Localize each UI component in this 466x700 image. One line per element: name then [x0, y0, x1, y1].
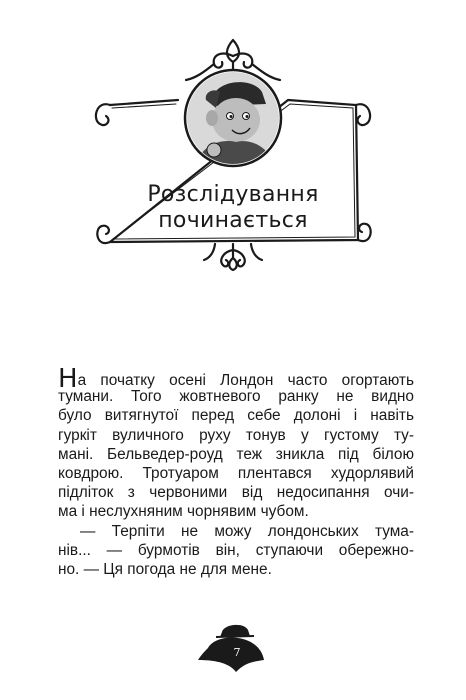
character-portrait [185, 70, 281, 166]
chapter-title-line2: починається [158, 208, 308, 233]
paragraph1-line: гуркіт вуличного руху тонув у густому ту- [58, 426, 414, 444]
page-number-badge [0, 620, 466, 700]
paragraph2-line: — Терпіти не можу лондонських тума- [80, 522, 414, 540]
paragraph1-line-text: а початку осені Лондон часто огортають [77, 372, 414, 389]
paragraph2-line: но. — Ця погода не для мене. [58, 560, 272, 578]
body-text [58, 364, 414, 579]
paragraph1-line: ковдрою. Тротуаром плентався худорлявий [58, 464, 414, 482]
chapter-frame [0, 0, 466, 290]
paragraph1-line: підліток з червоними від недосипання очи- [58, 484, 414, 502]
dropcap: Н [58, 364, 78, 394]
paragraph1-line: мані. Бельведер-роуд теж зникла під білою [58, 445, 414, 463]
paragraph1-line [58, 364, 414, 394]
page-number: 7 [233, 646, 241, 659]
paragraph1-line: ма і неслухняним чорнявим чубом. [58, 503, 309, 521]
paragraph1-line: було витягнутої перед себе долоні і навіть [58, 407, 414, 425]
chapter-title-line1: Розслідування [147, 182, 319, 207]
paragraph1-line: тумани. Того жовтневого ранку не видно [58, 388, 414, 406]
paragraph2-line: нів... — бурмотів він, ступаючи обережно- [58, 541, 414, 559]
